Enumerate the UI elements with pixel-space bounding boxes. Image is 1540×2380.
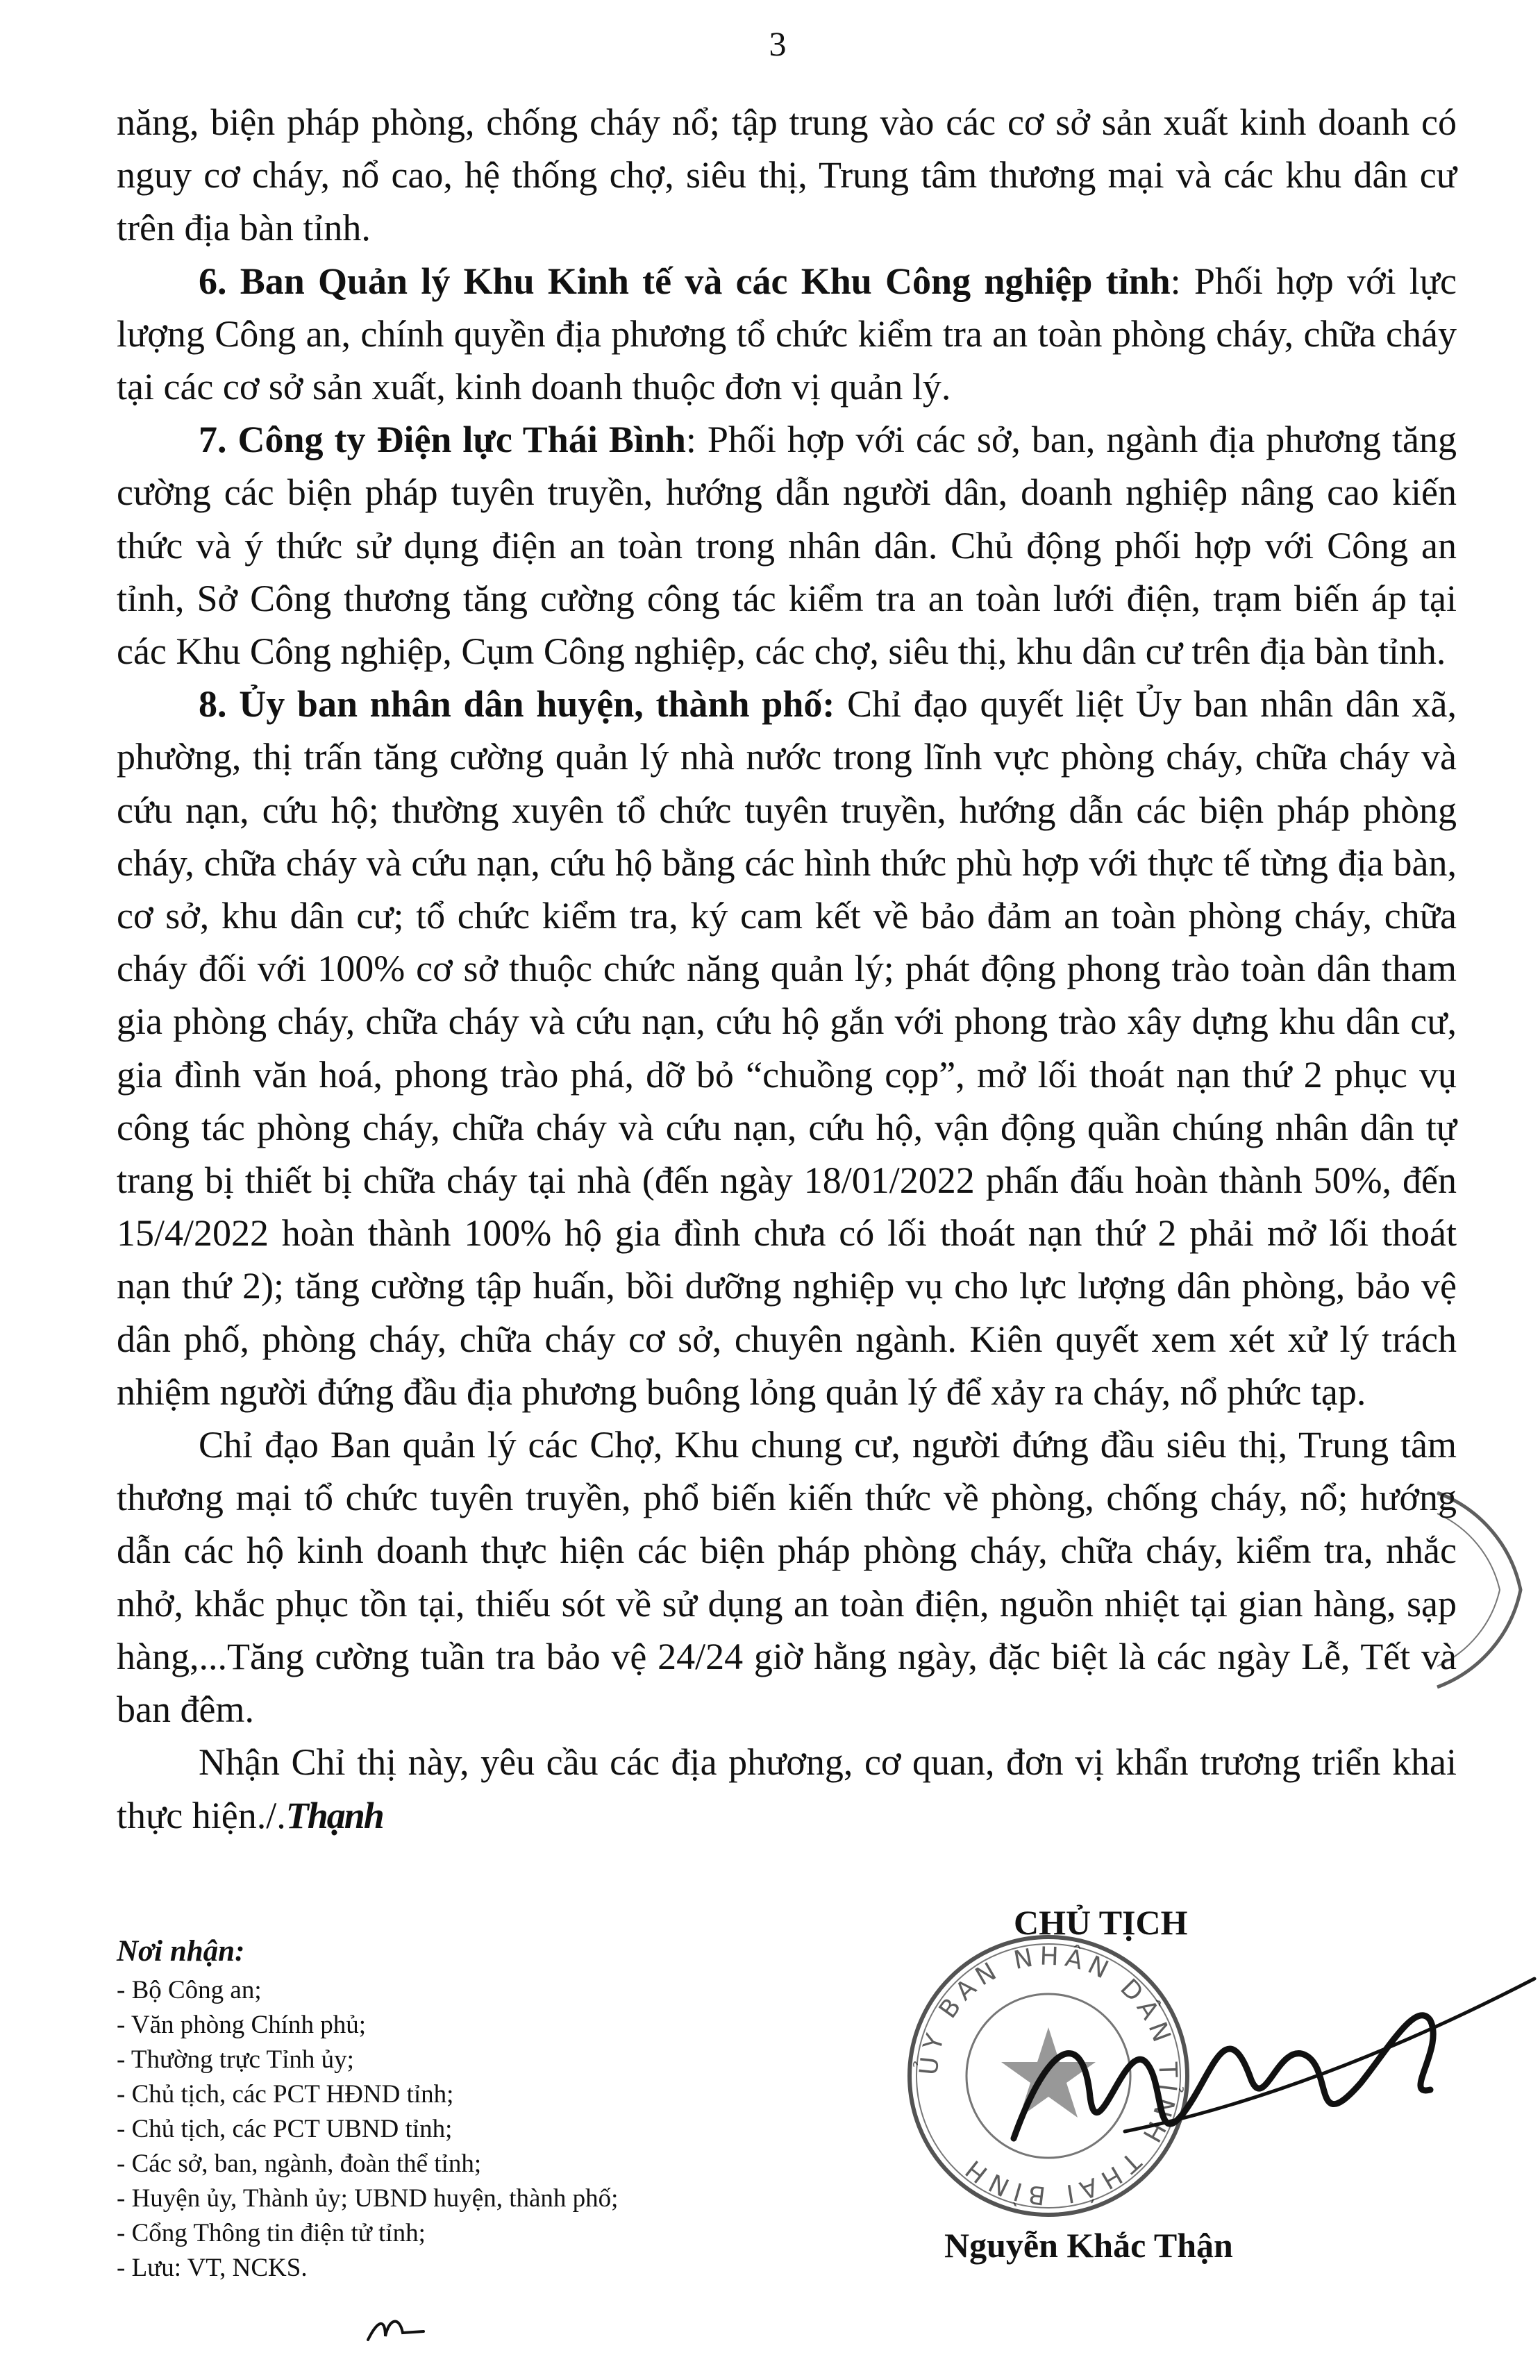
recipient-item: - Thường trực Tỉnh ủy; <box>117 2045 354 2074</box>
recipient-item: - Văn phòng Chính phủ; <box>117 2011 367 2039</box>
paragraph-markets: Chỉ đạo Ban quản lý các Chợ, Khu chung cư, người đứng đầu siêu thị, Trung tâm thương mại tổ chức tuyên truyền, phổ biến kiến thức về phòng, chống cháy, nổ; hướng dẫn các hộ kinh doanh thực hiện các biện pháp phòng cháy, chữa cháy, kiểm tra, nhắc nhở, khắc phục tồn tại, thiếu sót về sử dụng an toàn điện, nguồn nhiệt tại gian hàng, sạp hàng,...Tăng cường tuần tra bảo vệ 24/24 giờ hằng ngày, đặc biệt là các ngày Lễ, Tết và ban đêm. <box>117 1424 1457 1731</box>
item-6 <box>117 255 1457 414</box>
recipient-item: - Lưu: VT, NCKS. <box>117 2254 308 2282</box>
paragraph-closing <box>117 1736 1457 1841</box>
recipient-item: - Các sở, ban, ngành, đoàn thể tỉnh; <box>117 2149 482 2178</box>
closing-initials: Thạnh <box>285 1794 383 1836</box>
page-number: 3 <box>769 24 787 63</box>
item-6-heading: 6. Ban Quản lý Khu Kinh tế và các Khu Công nghiệp tỉnh <box>199 260 1171 302</box>
item-8-text: Chỉ đạo quyết liệt Ủy ban nhân dân xã, phường, thị trấn tăng cường quản lý nhà nước trong lĩnh vực phòng cháy, chữa cháy và cứu nạn, cứu hộ; thường xuyên tổ chức tuyên truyền, hướng dẫn các biện pháp phòng cháy, chữa cháy và cứu nạn, cứu hộ bằng các hình thức phù hợp với thực tế từng địa bàn, cơ sở, khu dân cư; tổ chức kiểm tra, ký cam kết về bảo đảm an toàn phòng cháy, chữa cháy đối với 100% cơ sở thuộc chức năng quản lý; phát động phong trào toàn dân tham gia phòng cháy, chữa cháy và cứu nạn, cứu hộ gắn với phong trào xây dựng khu dân cư, gia đình văn hoá, phong trào phá, dỡ bỏ “chuồng cọp”, mở lối thoát nạn thứ 2 phục vụ công tác phòng cháy, chữa cháy và cứu nạn, cứu hộ, vận động quần chúng nhân dân tự trang bị thiết bị chữa cháy tại nhà (đến ngày 18/01/2022 phấn đấu hoàn thành 50%, đến 15/4/2022 hoàn thành 100% hộ gia đình chưa có lối thoát nạn thứ 2 phải mở lối thoát nạn thứ 2); tăng cường tập huấn, bồi dưỡng nghiệp vụ cho lực lượng dân phòng, bảo vệ dân phố, phòng cháy, chữa cháy cơ sở, chuyên ngành. Kiên quyết xem xét xử lý trách nhiệm người đứng đầu địa phương buông lỏng quản lý để xảy ra cháy, nổ phức tạp. <box>117 683 1457 1413</box>
item-8 <box>117 678 1457 1418</box>
document-body <box>117 96 1457 1842</box>
recipients-list <box>117 1973 915 2286</box>
closing-text: Nhận Chỉ thị này, yêu cầu các địa phương, cơ quan, đơn vị khẩn trương triển khai thực hiện./. <box>117 1741 1457 1836</box>
item-8-heading: 8. Ủy ban nhân dân huyện, thành phố: <box>199 683 835 726</box>
item-6-text: : Phối hợp với lực lượng Công an, chính quyền địa phương tổ chức kiểm tra an toàn phòng cháy, chữa cháy tại các cơ sở sản xuất, kinh doanh thuộc đơn vị quản lý. <box>117 260 1457 408</box>
recipient-initial-mark <box>365 2312 427 2347</box>
recipient-item: - Chủ tịch, các PCT UBND tỉnh; <box>117 2115 453 2143</box>
seal-text: ỦY BAN NHÂN DÂN TỈNH THÁI BÌNH <box>914 1942 1182 2210</box>
handwritten-signature <box>986 1958 1540 2249</box>
paragraph-continuation: năng, biện pháp phòng, chống cháy nổ; tập trung vào các cơ sở sản xuất kinh doanh có nguy cơ cháy, nổ cao, hệ thống chợ, siêu thị, Trung tâm thương mại và các khu dân cư trên địa bàn tỉnh. <box>117 101 1457 249</box>
signer-title: CHỦ TỊCH <box>1014 1903 1188 1942</box>
item-7-heading: 7. Công ty Điện lực Thái Bình <box>199 419 686 461</box>
recipient-item: - Chủ tịch, các PCT HĐND tỉnh; <box>117 2080 454 2109</box>
partial-seal-stamp <box>1430 1486 1534 1694</box>
recipient-item: - Huyện ủy, Thành ủy; UBND huyện, thành phố; <box>117 2184 619 2213</box>
recipient-item: - Bộ Công an; <box>117 1976 262 2004</box>
item-7-text: : Phối hợp với các sở, ban, ngành địa phương tăng cường các biện pháp tuyên truyền, hướng dẫn người dân, doanh nghiệp nâng cao kiến thức và ý thức sử dụng điện an toàn trong nhân dân. Chủ động phối hợp với Công an tỉnh, Sở Công thương tăng cường công tác kiểm tra an toàn lưới điện, trạm biến áp tại các Khu Công nghiệp, Cụm Công nghiệp, các chợ, siêu thị, khu dân cư trên địa bàn tỉnh. <box>117 419 1457 673</box>
recipients-title: Nơi nhận: <box>117 1935 245 1968</box>
item-7 <box>117 413 1457 678</box>
recipients-block <box>117 1934 915 2286</box>
recipient-item: - Cổng Thông tin điện tử tỉnh; <box>117 2219 426 2247</box>
signer-name: Nguyễn Khắc Thận <box>944 2226 1233 2265</box>
